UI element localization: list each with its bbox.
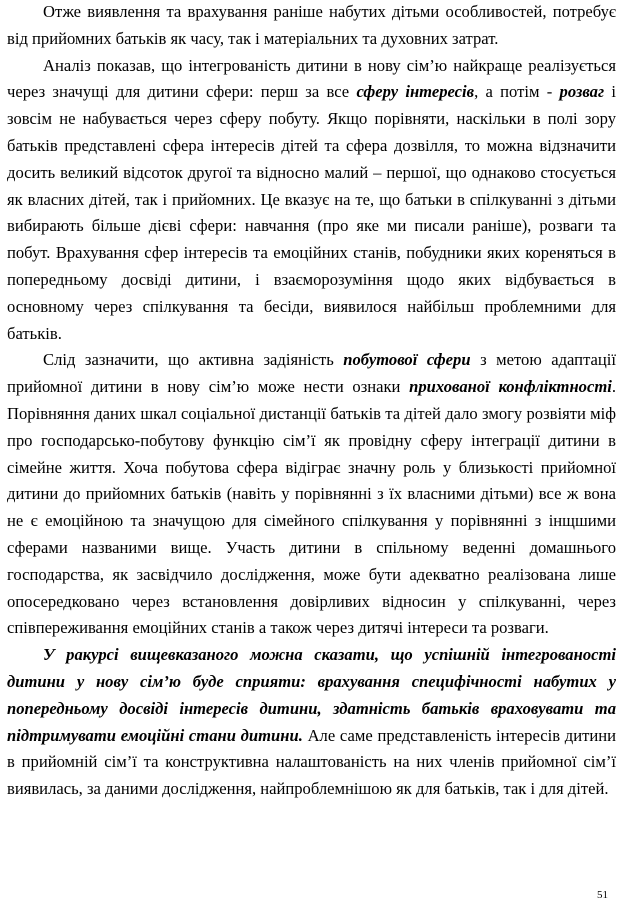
paragraph-3 bbox=[7, 347, 616, 642]
body-text bbox=[7, 0, 616, 803]
paragraph-2-text-a: Аналіз показав, що інтегрованість дитини в нову сім’ю найкраще реалізується через значущі для дитини сфери: перш за все bbox=[7, 55, 616, 102]
paragraph-3-text-a: Слід зазначити, що активна задіяність bbox=[43, 350, 344, 370]
paragraph-3-text-b: з метою адаптації прийомної дитини в нову сім’ю може нести ознаки bbox=[7, 350, 616, 397]
paragraph-3-text-c: . Порівняння даних шкал соціальної дистанції батьків та дітей дало змогу розвіяти міф про господарсько-побутову функцію сім’ї як провідну сферу інтеграції дитини в сімейне життя. Хоча побутова сфера відіграє значну роль у близькості прийомної дитини до прийомних батьків (навіть у порівнянні з їх власними дітьми) все ж вона не є емоційною та значущою для сімейного спілкування у порівнянні з інщшими сферами названими вище. Участь дитини в спільному веденні домашнього господарства, як засвідчило дослідження, може бути адекватно реалізована лише опосередковано через встановлення довірливих відносин у спілкуванні, через співпереживання емоційних станів а також через дитячі інтереси та розваги. bbox=[7, 377, 616, 638]
paragraph-1 bbox=[7, 0, 616, 53]
emphasis-hidden-conflict: прихованої конфліктності bbox=[409, 377, 612, 397]
paragraph-2 bbox=[7, 53, 616, 348]
paragraph-4-text: Але саме представленість інтересів дитини в прийомній сім’ї та конструктивна налаштованість на них членів прийомної сім’ї виявилась, за даними дослідження, найпроблемнішою як для батьків, так і для дітей. bbox=[7, 725, 616, 799]
conclusion-emphasis: У ракурсі вищевказаного можна сказати, що успішній інтегрованості дитини у нову сім’ю буде сприяти: врахування специфічності набутих у попередньому досвіді інтересів дитини, здатність батьків враховувати та підтримувати емоційні стани дитини. bbox=[7, 645, 616, 745]
emphasis-entertainment: розваг bbox=[559, 82, 605, 102]
paragraph-2-text-c: і зовсім не набувається через сферу побуту. Якщо порівняти, наскільки в полі зору батьків представлені сфера інтересів дітей та сфера дозвілля, то можна відзначити досить великий відсоток другої та відносно малий – першої, що однаково стосується як власних дітей, так і прийомних. Це вказує на те, що батьки в спілкуванні з дітьми вибирають більше дієві сфери: навчання (про яке ми писали раніше), розваги та побут. Врахування сфер інтересів та емоційних станів, побудники яких кореняться в попередньому досвіді дитини, і взаєморозуміння щодо яких відбувається в основному через спілкування та бесіди, виявилося найбільш проблемними для батьків. bbox=[7, 82, 616, 343]
emphasis-household-sphere: побутової сфери bbox=[343, 350, 471, 370]
page-number: 51 bbox=[597, 889, 608, 901]
paragraph-2-text-b: , а потім - bbox=[474, 82, 560, 102]
paragraph-1-text: Отже виявлення та врахування раніше набутих дітьми особливостей, потребує від прийомних батьків як часу, так і матеріальних та духовних затрат. bbox=[7, 2, 616, 48]
paragraph-4 bbox=[7, 642, 616, 803]
emphasis-interests-sphere: сферу інтересів bbox=[356, 82, 475, 102]
